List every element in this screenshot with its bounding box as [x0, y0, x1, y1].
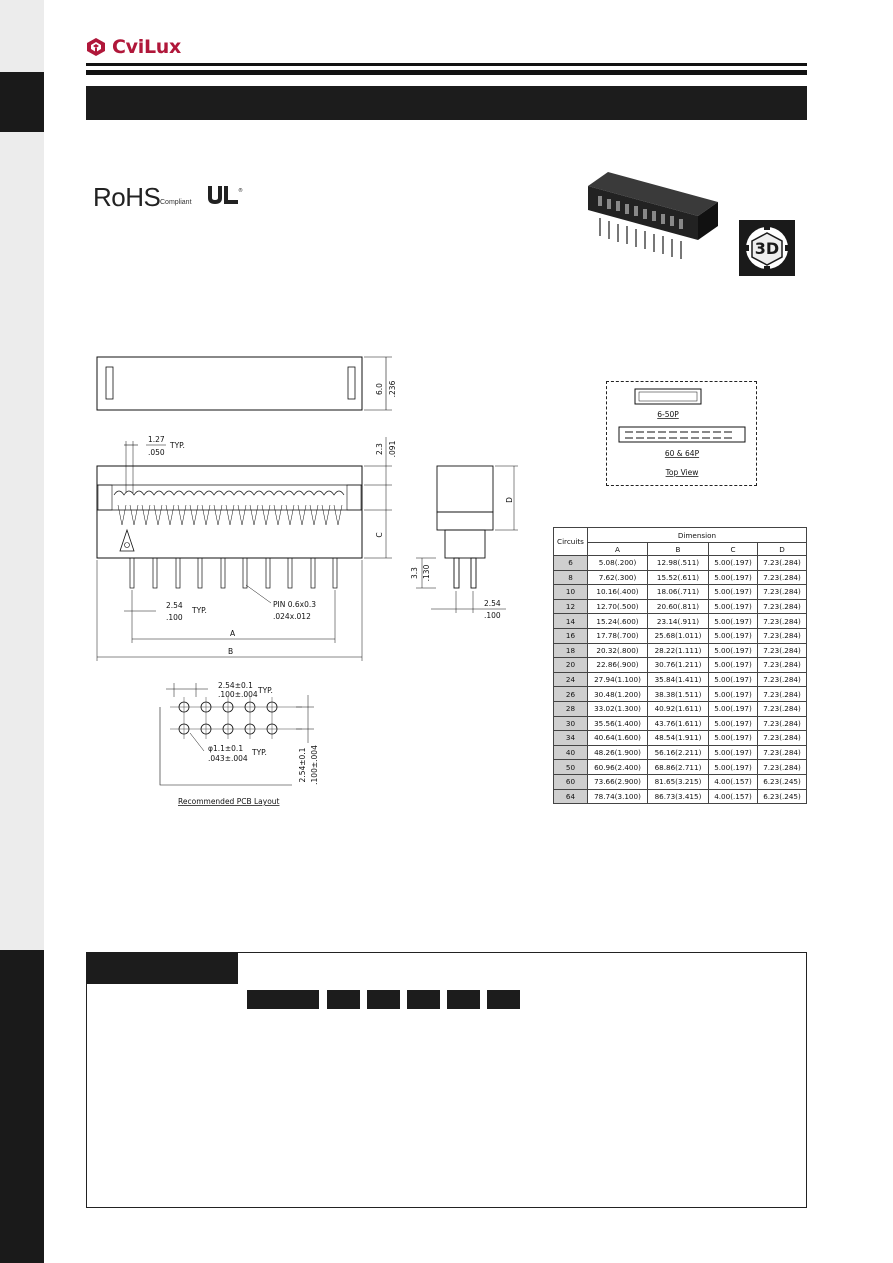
badge-3d-label: 3D	[754, 239, 780, 258]
cell-c: 5.00(.197)	[709, 658, 758, 673]
cell-a: 15.24(.600)	[588, 614, 648, 629]
cell-a: 73.66(2.900)	[588, 774, 648, 789]
title-bar	[86, 86, 807, 120]
dim-3-3-inch: .130	[422, 564, 431, 582]
cell-circuits: 60	[554, 774, 588, 789]
cell-a: 33.02(1.300)	[588, 701, 648, 716]
cell-circuits: 28	[554, 701, 588, 716]
col-header-c: C	[709, 543, 758, 556]
table-row	[554, 599, 807, 614]
table-row	[554, 760, 807, 775]
brand-name: CviLux	[112, 36, 181, 58]
dim-2-3-inch: .091	[388, 440, 397, 458]
side-dim-2-54: 2.54	[484, 599, 501, 608]
table-row	[554, 672, 807, 687]
table-row	[554, 628, 807, 643]
cell-d: 7.23(.284)	[758, 731, 807, 746]
dim-d-label: D	[505, 497, 514, 503]
table-row	[554, 701, 807, 716]
pcb-pitch-inch: .100±.004	[218, 690, 258, 699]
cell-b: 35.84(1.411)	[648, 672, 709, 687]
cell-b: 28.22(1.111)	[648, 643, 709, 658]
header-rule-thin	[86, 70, 807, 75]
table-row	[554, 731, 807, 746]
dim-2-54: 2.54	[166, 601, 183, 610]
part-number-segment	[327, 990, 360, 1009]
cell-c: 5.00(.197)	[709, 745, 758, 760]
cell-d: 7.23(.284)	[758, 687, 807, 702]
pcb-pitch-typ: TYP.	[258, 686, 273, 695]
cell-b: 48.54(1.911)	[648, 731, 709, 746]
cell-a: 78.74(3.100)	[588, 789, 648, 804]
top-view-diagram	[607, 382, 758, 487]
side-view	[437, 466, 493, 588]
cell-circuits: 18	[554, 643, 588, 658]
cell-d: 7.23(.284)	[758, 570, 807, 585]
pcb-layout	[160, 681, 319, 806]
cvilux-logo-icon	[86, 38, 106, 56]
part-number-segment	[487, 990, 520, 1009]
top-view-box	[606, 381, 757, 486]
cell-circuits: 8	[554, 570, 588, 585]
cell-c: 5.00(.197)	[709, 687, 758, 702]
dim-6-0-inch: .236	[388, 380, 397, 398]
part-number-segment	[407, 990, 440, 1009]
col-header-a: A	[588, 543, 648, 556]
cell-a: 12.70(.500)	[588, 599, 648, 614]
cell-a: 5.08(.200)	[588, 556, 648, 571]
table-row	[554, 745, 807, 760]
cell-c: 4.00(.157)	[709, 789, 758, 804]
cell-d: 7.23(.284)	[758, 614, 807, 629]
col-header-d: D	[758, 543, 807, 556]
pcb-row-inch: .100±.004	[310, 745, 319, 785]
cell-c: 5.00(.197)	[709, 556, 758, 571]
cell-circuits: 6	[554, 556, 588, 571]
table-row	[554, 687, 807, 702]
cell-b: 25.68(1.011)	[648, 628, 709, 643]
cell-a: 17.78(.700)	[588, 628, 648, 643]
cell-circuits: 30	[554, 716, 588, 731]
part-number-segment	[367, 990, 400, 1009]
dim-c-label: C	[375, 532, 384, 538]
cell-c: 5.00(.197)	[709, 672, 758, 687]
cell-circuits: 50	[554, 760, 588, 775]
cell-a: 27.94(1.100)	[588, 672, 648, 687]
cell-b: 38.38(1.511)	[648, 687, 709, 702]
connector-photo	[580, 168, 720, 278]
cell-a: 20.32(.800)	[588, 643, 648, 658]
top-view-label-large: 60 & 64P	[664, 449, 700, 458]
cell-b: 68.86(2.711)	[648, 760, 709, 775]
cell-c: 5.00(.197)	[709, 614, 758, 629]
cell-b: 43.76(1.611)	[648, 716, 709, 731]
table-row	[554, 570, 807, 585]
table-row	[554, 716, 807, 731]
cell-circuits: 24	[554, 672, 588, 687]
top-view-label-small: 6-50P	[657, 410, 679, 419]
col-header-circuits: Circuits	[554, 528, 588, 556]
cell-d: 6.23(.245)	[758, 789, 807, 804]
table-row	[554, 658, 807, 673]
ul-recognized-icon	[206, 184, 242, 208]
table-row	[554, 789, 807, 804]
cell-b: 15.52(.611)	[648, 570, 709, 585]
technical-drawing	[86, 345, 536, 825]
top-view-caption: Top View	[665, 468, 699, 477]
cell-d: 7.23(.284)	[758, 701, 807, 716]
ordering-info-tab	[86, 952, 238, 984]
cell-c: 5.00(.197)	[709, 585, 758, 600]
cell-d: 7.23(.284)	[758, 599, 807, 614]
cell-a: 35.56(1.400)	[588, 716, 648, 731]
pcb-row: 2.54±0.1	[298, 747, 307, 783]
cell-d: 7.23(.284)	[758, 760, 807, 775]
cell-circuits: 16	[554, 628, 588, 643]
col-header-dimension: Dimension	[588, 528, 807, 543]
cell-a: 10.16(.400)	[588, 585, 648, 600]
cell-b: 40.92(1.611)	[648, 701, 709, 716]
cell-c: 5.00(.197)	[709, 628, 758, 643]
cell-c: 5.00(.197)	[709, 570, 758, 585]
table-row	[554, 643, 807, 658]
pin-size: PIN 0.6x0.3	[273, 600, 317, 609]
cell-d: 6.23(.245)	[758, 774, 807, 789]
cell-c: 4.00(.157)	[709, 774, 758, 789]
header-rule	[86, 63, 807, 66]
pcb-hole-inch: .043±.004	[208, 754, 248, 763]
cell-b: 23.14(.911)	[648, 614, 709, 629]
table-row	[554, 614, 807, 629]
cell-b: 56.16(2.211)	[648, 745, 709, 760]
cell-c: 5.00(.197)	[709, 701, 758, 716]
pin-size-inch: .024x.012	[273, 612, 311, 621]
table-row	[554, 774, 807, 789]
cell-circuits: 20	[554, 658, 588, 673]
cell-a: 40.64(1.600)	[588, 731, 648, 746]
cell-circuits: 14	[554, 614, 588, 629]
side-tab-bottom	[0, 950, 44, 1263]
rohs-compliant-label: Compliant	[160, 199, 192, 206]
cell-d: 7.23(.284)	[758, 716, 807, 731]
cell-circuits: 40	[554, 745, 588, 760]
pcb-caption: Recommended PCB Layout	[178, 797, 280, 806]
dim-1-27-inch: .050	[148, 448, 165, 457]
3d-model-badge[interactable]	[738, 219, 796, 277]
part-number-segment	[447, 990, 480, 1009]
pcb-pitch: 2.54±0.1	[218, 681, 253, 690]
col-header-b: B	[648, 543, 709, 556]
cell-a: 22.86(.900)	[588, 658, 648, 673]
dim-1-27: 1.27	[148, 435, 165, 444]
cell-d: 7.23(.284)	[758, 585, 807, 600]
table-row	[554, 585, 807, 600]
cell-c: 5.00(.197)	[709, 599, 758, 614]
table-row	[554, 556, 807, 571]
cell-b: 12.98(.511)	[648, 556, 709, 571]
dim-3-3: 3.3	[410, 567, 419, 579]
cell-a: 60.96(2.400)	[588, 760, 648, 775]
cell-b: 81.65(3.215)	[648, 774, 709, 789]
cell-c: 5.00(.197)	[709, 716, 758, 731]
pcb-hole-typ: TYP.	[252, 748, 267, 757]
cell-circuits: 26	[554, 687, 588, 702]
cell-a: 7.62(.300)	[588, 570, 648, 585]
part-number-segment-series	[247, 990, 319, 1009]
brand-logo[interactable]	[86, 36, 181, 58]
cell-d: 7.23(.284)	[758, 658, 807, 673]
cell-c: 5.00(.197)	[709, 760, 758, 775]
cell-circuits: 12	[554, 599, 588, 614]
rohs-mark: RoHS	[93, 182, 161, 212]
dim-a-label: A	[230, 629, 236, 638]
cell-c: 5.00(.197)	[709, 731, 758, 746]
dim-1-27-typ: TYP.	[170, 441, 185, 450]
cell-d: 7.23(.284)	[758, 745, 807, 760]
side-dim-2-54-inch: .100	[484, 611, 501, 620]
side-tab-top	[0, 72, 44, 132]
cell-circuits: 64	[554, 789, 588, 804]
cell-circuits: 34	[554, 731, 588, 746]
svg-text:®: ®	[238, 188, 243, 194]
cell-b: 18.06(.711)	[648, 585, 709, 600]
dim-2-54-inch: .100	[166, 613, 183, 622]
cell-c: 5.00(.197)	[709, 643, 758, 658]
cell-d: 7.23(.284)	[758, 628, 807, 643]
cell-d: 7.23(.284)	[758, 556, 807, 571]
cell-b: 30.76(1.211)	[648, 658, 709, 673]
cell-a: 48.26(1.900)	[588, 745, 648, 760]
dim-b-label: B	[228, 647, 234, 656]
dim-2-3: 2.3	[375, 443, 384, 455]
cell-d: 7.23(.284)	[758, 672, 807, 687]
cell-b: 20.60(.811)	[648, 599, 709, 614]
dimension-table	[553, 527, 807, 804]
dim-2-54-typ: TYP.	[192, 606, 207, 615]
cell-d: 7.23(.284)	[758, 643, 807, 658]
cell-circuits: 10	[554, 585, 588, 600]
cell-a: 30.48(1.200)	[588, 687, 648, 702]
top-outline	[97, 357, 362, 410]
pcb-hole: φ1.1±0.1	[208, 744, 244, 753]
dim-6-0: 6.0	[375, 383, 384, 395]
cell-b: 86.73(3.415)	[648, 789, 709, 804]
